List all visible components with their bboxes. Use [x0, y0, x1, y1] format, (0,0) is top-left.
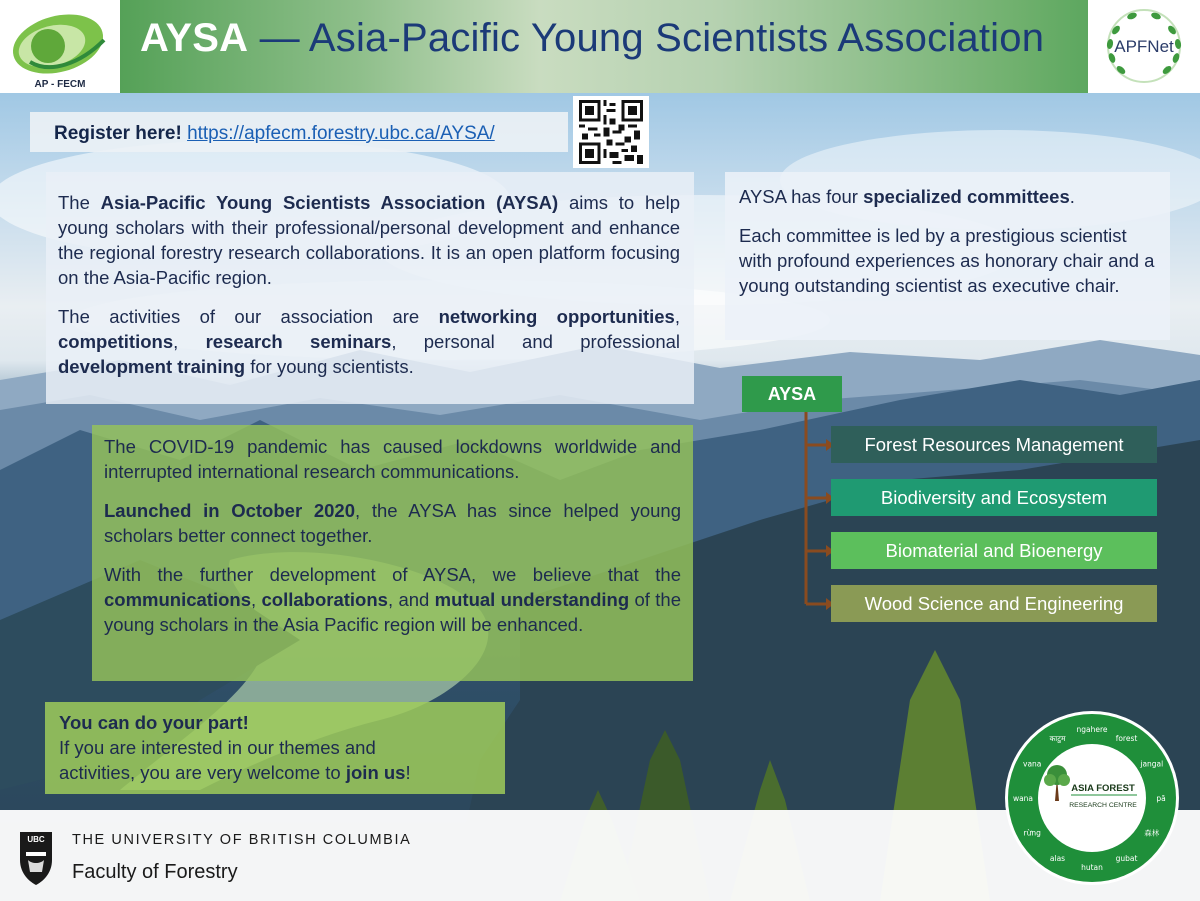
committees-panel — [725, 172, 1170, 340]
ubc-shield-icon — [18, 830, 54, 886]
apfnet-logo-text: APFNet — [1114, 37, 1174, 56]
header-banner — [0, 0, 1200, 93]
intro-panel — [46, 172, 694, 404]
ap-fecm-logo-icon — [0, 0, 120, 93]
seal-ring-word: gubat — [1115, 853, 1138, 863]
seal-ring-word: vana — [1023, 759, 1042, 769]
seal-ring-word: pā — [1156, 794, 1166, 803]
ubc-shield-text: UBC — [27, 835, 45, 844]
activity-seminars: research seminars — [205, 331, 392, 352]
join-panel — [45, 702, 505, 794]
covid-text: of the young scholars in the Asia Pacific region will be enhanced. — [104, 589, 681, 635]
launch-date: Launched in October 2020 — [104, 500, 355, 521]
seal-ring-word: काटुम — [1049, 734, 1066, 744]
register-bar — [30, 112, 568, 152]
register-qr-code[interactable] — [573, 96, 649, 168]
intro-text: The — [58, 192, 101, 213]
join-text: If you are interested in our themes and activities, you are very welcome to — [59, 737, 376, 783]
tree-root-aysa: AYSA — [742, 376, 842, 412]
committee-wood-science: Wood Science and Engineering — [831, 585, 1157, 622]
covid-paragraph-2 — [104, 498, 681, 548]
seal-ring-word: hutan — [1081, 863, 1103, 872]
intro-bold-name: Asia-Pacific Young Scientists Association (AYSA) — [100, 192, 559, 213]
join-text: ! — [405, 762, 411, 783]
seal-ring-word: alas — [1049, 853, 1066, 863]
committee-biodiversity: Biodiversity and Ecosystem — [831, 479, 1157, 516]
goal-collaborations: collaborations — [261, 589, 388, 610]
intro-text: for young scientists. — [245, 356, 414, 377]
intro-paragraph-1 — [58, 190, 680, 290]
join-heading: You can do your part! — [59, 712, 249, 733]
apfnet-laurel-icon — [1088, 0, 1200, 93]
activity-networking: networking opportunities — [438, 306, 675, 327]
committees-text: . — [1069, 186, 1075, 207]
covid-text: , the AYSA has since helped young scholars better connect together. — [104, 500, 681, 546]
seal-line-1: ASIA FOREST — [1071, 783, 1135, 794]
intro-text: , — [674, 306, 680, 327]
activity-training: development training — [58, 356, 246, 377]
goal-mutual-understanding: mutual understanding — [434, 589, 630, 610]
covid-paragraph-1: The COVID-19 pandemic has caused lockdowns worldwide and interrupted international research communications. — [104, 436, 681, 482]
intro-text: , personal and professional — [391, 331, 681, 352]
ap-fecm-logo-text: AP - FECM — [34, 79, 86, 90]
committees-bold: specialized committees — [863, 186, 1070, 207]
committee-biomaterial: Biomaterial and Bioenergy — [831, 532, 1157, 569]
join-text-wrap — [59, 735, 439, 785]
seal-ring-word: wana — [1012, 794, 1034, 803]
register-link[interactable]: https://apfecm.forestry.ubc.ca/AYSA/ — [187, 123, 495, 144]
title-abbreviation: AYSA — [140, 16, 249, 60]
join-us-link[interactable]: join us — [345, 762, 406, 783]
page-title — [140, 16, 1044, 61]
intro-text: , — [173, 331, 206, 352]
faculty-name: Faculty of Forestry — [72, 861, 238, 883]
activity-competitions: competitions — [58, 331, 174, 352]
intro-text: aims to help young scholars with their professional/personal development and enhance the regional forestry research collaborations. It is an open platform focusing on the Asia-Pacific region. — [58, 192, 680, 288]
intro-paragraph-2 — [58, 304, 680, 379]
covid-panel — [92, 425, 693, 681]
title-full-name: — Asia-Pacific Young Scientists Association — [248, 16, 1045, 60]
covid-text: , and — [387, 589, 435, 610]
covid-paragraph-3 — [104, 562, 681, 637]
university-name: THE UNIVERSITY OF BRITISH COLUMBIA — [72, 832, 412, 848]
asia-forest-research-centre-seal — [1003, 709, 1181, 887]
intro-text: The activities of our association are — [58, 306, 439, 327]
seal-ring-word: forest — [1115, 734, 1138, 744]
apfnet-logo — [1088, 0, 1200, 93]
committees-text: AYSA has four — [739, 186, 864, 207]
seal-ring-word: 森林 — [1144, 828, 1160, 838]
committees-paragraph-1 — [739, 184, 1156, 209]
seal-ring-word: rừng — [1023, 828, 1041, 838]
covid-text: , — [251, 589, 262, 610]
covid-text: With the further development of AYSA, we believe that the — [104, 564, 681, 585]
ap-fecm-logo — [0, 0, 120, 93]
qr-code-icon — [577, 100, 645, 164]
register-label: Register here! — [54, 123, 182, 144]
committee-forest-resources: Forest Resources Management — [831, 426, 1157, 463]
seal-ring-word: jangal — [1140, 759, 1164, 769]
seal-line-2: RESEARCH CENTRE — [1069, 802, 1137, 809]
goal-communications: communications — [104, 589, 251, 610]
committees-paragraph-2: Each committee is led by a prestigious scientist with profound experiences as honorary chair and a young outstanding scientist as executive chair. — [739, 225, 1155, 296]
seal-ring-word: ngahere — [1076, 725, 1108, 734]
